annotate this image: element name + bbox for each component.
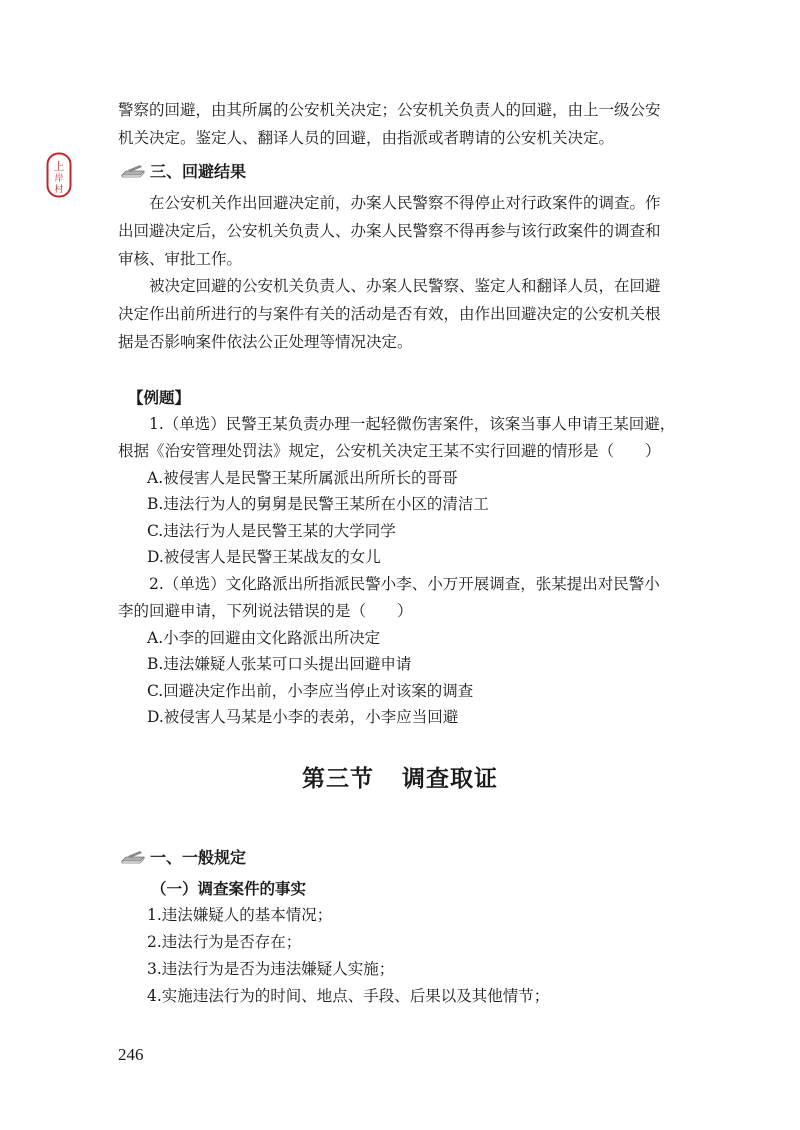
- question-1-line: 1.（单选）民警王某负责办理一起轻微伤害案件，该案当事人申请王某回避，: [149, 415, 676, 433]
- svg-text:岸: 岸: [54, 174, 64, 184]
- question-2-line: 2.（单选）文化路派出所指派民警小李、小万开展调查，张某提出对民警小: [149, 575, 660, 593]
- question-1-line: 根据《治安管理处罚法》规定，公安机关决定王某不实行回避的情形是（ ）: [118, 442, 661, 460]
- pen-book-icon: [120, 849, 148, 865]
- paragraph-line: 警察的回避，由其所属的公安机关决定；公安机关负责人的回避，由上一级公安: [118, 101, 661, 119]
- paragraph-line: 被决定回避的公安机关负责人、办案人民警察、鉴定人和翻译人员，在回避: [149, 277, 661, 295]
- question-2-option: D.被侵害人马某是小李的表弟，小李应当回避: [147, 708, 459, 726]
- svg-text:村: 村: [54, 185, 64, 195]
- pen-book-icon: [120, 163, 148, 179]
- svg-text:上: 上: [53, 160, 65, 173]
- example-label: 【例题】: [128, 389, 191, 407]
- question-2-line: 李的回避申请，下列说法错误的是（ ）: [118, 602, 413, 620]
- paragraph-line: 决定作出前所进行的与案件有关的活动是否有效，由作出回避决定的公安机关根: [118, 305, 661, 323]
- question-1-option: D.被侵害人是民警王某战友的女儿: [147, 548, 381, 566]
- question-2-option: A.小李的回避由文化路派出所决定: [147, 629, 381, 647]
- section-heading-results: [120, 159, 246, 182]
- list-item: 1.违法嫌疑人的基本情况；: [147, 906, 333, 924]
- section-title-number: 第三节: [302, 766, 374, 792]
- section-heading-text: 一、一般规定: [150, 848, 247, 867]
- question-1-option: B.违法行为人的舅舅是民警王某所在小区的清洁工: [147, 495, 489, 513]
- section-title-text: 调查取证: [402, 766, 498, 792]
- section-heading-text: 三、回避结果: [150, 162, 247, 181]
- paragraph-line: 机关决定。鉴定人、翻译人员的回避，由指派或者聘请的公安机关决定。: [118, 129, 615, 147]
- list-item: 2.违法行为是否存在；: [147, 933, 302, 951]
- subheading: （一）调查案件的事实: [151, 880, 307, 898]
- question-1-option: C.违法行为人是民警王某的大学同学: [147, 522, 396, 540]
- question-1-option: A.被侵害人是民警王某所属派出所所长的哥哥: [147, 469, 458, 487]
- seal-stamp-graphic: [46, 152, 72, 198]
- page-number: 246: [118, 1045, 144, 1064]
- seal-stamp: [46, 152, 72, 198]
- question-2-option: B.违法嫌疑人张某可口头提出回避申请: [147, 655, 412, 673]
- list-item: 4.实施违法行为的时间、地点、手段、后果以及其他情节；: [147, 987, 550, 1005]
- section-heading-general: [120, 845, 246, 868]
- question-2-option: C.回避决定作出前，小李应当停止对该案的调查: [147, 682, 474, 700]
- paragraph-line: 在公安机关作出回避决定前，办案人民警察不得停止对行政案件的调查。作: [149, 194, 661, 212]
- paragraph-line: 据是否影响案件依法公正处理等情况决定。: [118, 333, 413, 351]
- paragraph-line: 审核、审批工作。: [118, 250, 243, 268]
- section-title: [0, 760, 800, 793]
- paragraph-line: 出回避决定后，公安机关负责人、办案人民警察不得再参与该行政案件的调查和: [118, 222, 661, 240]
- list-item: 3.违法行为是否为违法嫌疑人实施；: [147, 960, 395, 978]
